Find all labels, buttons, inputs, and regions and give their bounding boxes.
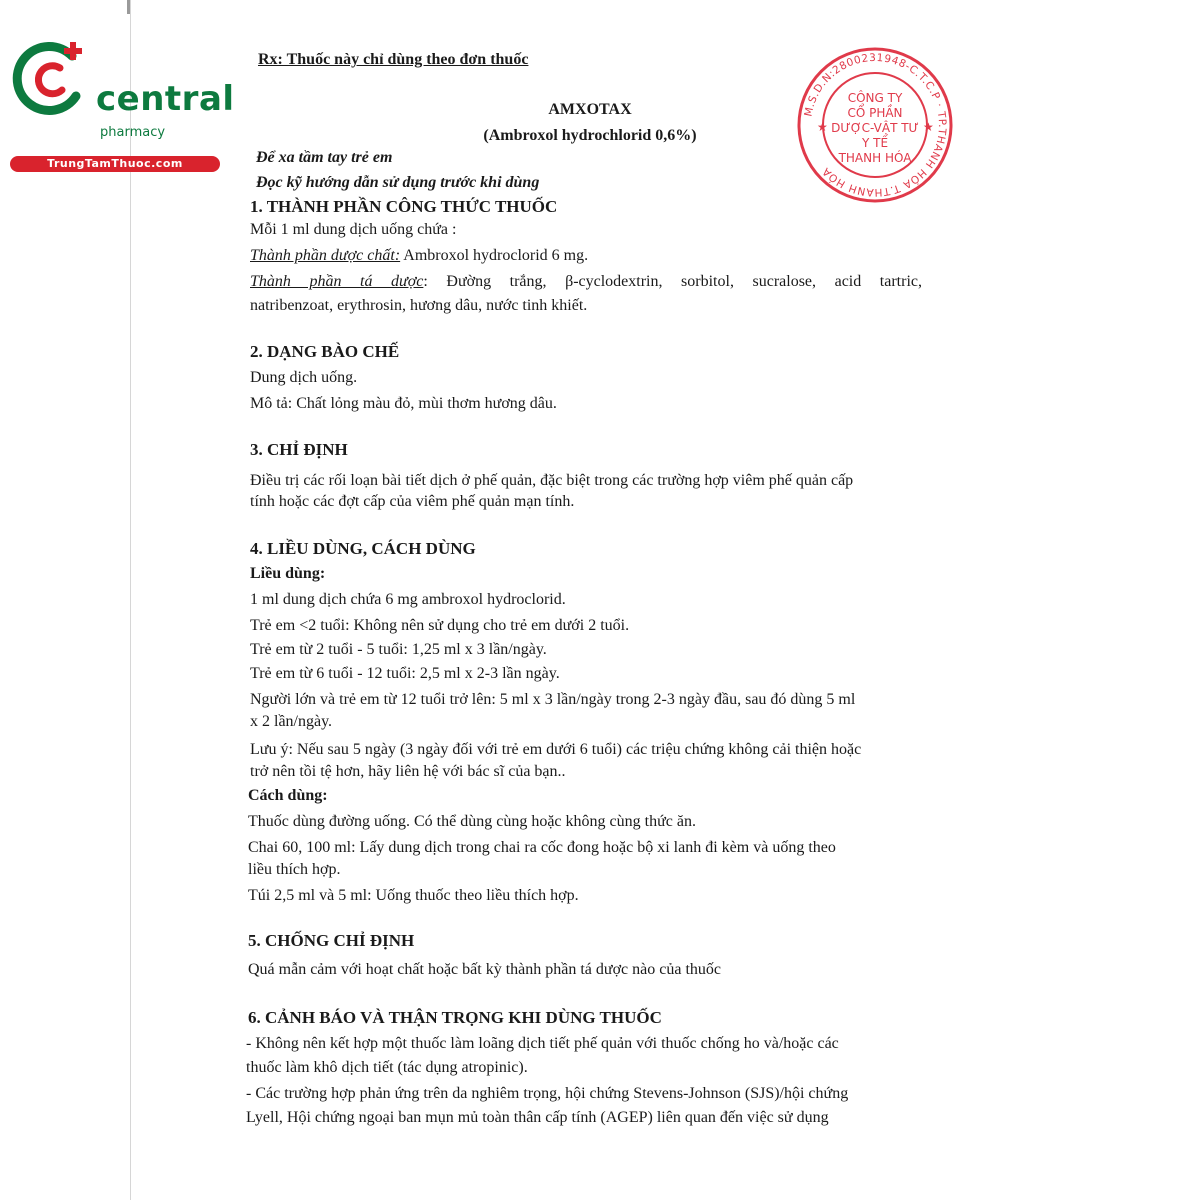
stamp-line-4: Y TẾ xyxy=(861,136,889,150)
product-subtitle: (Ambroxol hydrochlorid 0,6%) xyxy=(483,127,697,144)
page-edge xyxy=(130,0,131,1200)
s1-active xyxy=(250,246,588,266)
logo-name: central xyxy=(96,79,235,119)
s4-note-b: trở nên tồi tệ hơn, hãy liên hệ với bác sĩ của bạn.. xyxy=(250,763,566,780)
s4-use-label: Cách dùng: xyxy=(248,787,328,804)
s4-dose-5b: x 2 lần/ngày. xyxy=(250,713,333,730)
s1-excipients xyxy=(250,272,922,292)
logo-mark-icon xyxy=(10,38,94,122)
s4-dose-1: 1 ml dung dịch chứa 6 mg ambroxol hydroclorid. xyxy=(250,591,566,608)
stamp-line-1: CÔNG TY xyxy=(847,91,903,105)
s4-dose-4: Trẻ em từ 6 tuổi - 12 tuổi: 2,5 ml x 2-3 lần ngày. xyxy=(250,665,560,682)
logo-banner[interactable]: TrungTamThuoc.com xyxy=(10,156,220,172)
s1-excip-value-2: natribenzoat, erythrosin, hương dâu, nước tinh khiết. xyxy=(250,297,588,314)
s1-excip-label: Thành phần tá dược xyxy=(250,273,424,290)
svg-text:★: ★ xyxy=(817,120,828,134)
section-6-heading: 6. CẢNH BÁO VÀ THẬN TRỌNG KHI DÙNG THUỐC xyxy=(248,1008,662,1027)
corner-mark xyxy=(127,0,130,14)
stamp-line-5: THANH HÓA xyxy=(838,151,912,165)
section-2-heading: 2. DẠNG BÀO CHẾ xyxy=(250,342,400,361)
s1-intro: Mỗi 1 ml dung dịch uống chứa : xyxy=(250,221,457,238)
section-3-heading: 3. CHỈ ĐỊNH xyxy=(250,440,348,459)
s5-line-1: Quá mẫn cảm với hoạt chất hoặc bất kỳ thành phần tá dược nào của thuốc xyxy=(248,961,721,978)
central-pharmacy-logo[interactable] xyxy=(10,38,235,170)
s3-line-1: Điều trị các rối loạn bài tiết dịch ở phế quản, đặc biệt trong các trường hợp viêm phế quản cấp xyxy=(250,472,854,489)
svg-text:M.S.D.N:2800231948-C.T.C.P · T: M.S.D.N:2800231948-C.T.C.P · TP.THANH HÓA T.THANH HÓA xyxy=(802,51,949,199)
section-5-heading: 5. CHỐNG CHỈ ĐỊNH xyxy=(248,931,415,950)
s6-line-1a: - Không nên kết hợp một thuốc làm loãng dịch tiết phế quản với thuốc chống ho và/hoặc các xyxy=(246,1035,839,1052)
s4-dose-5a: Người lớn và trẻ em từ 12 tuổi trở lên: 5 ml x 3 lần/ngày trong 2-3 ngày đầu, sau đó dùng 5 ml xyxy=(250,691,856,708)
logo-subtitle: pharmacy xyxy=(100,125,166,140)
section-1-heading: 1. THÀNH PHẦN CÔNG THỨC THUỐC xyxy=(250,197,558,216)
stamp-line-2: CỔ PHẦN xyxy=(847,106,903,120)
s4-use-2a: Chai 60, 100 ml: Lấy dung dịch trong chai ra cốc đong hoặc bộ xi lanh đi kèm và uống theo xyxy=(248,839,836,856)
s4-use-1: Thuốc dùng đường uống. Có thể dùng cùng hoặc không cùng thức ăn. xyxy=(248,813,696,830)
svg-text:★: ★ xyxy=(923,120,934,134)
s4-use-3: Túi 2,5 ml và 5 ml: Uống thuốc theo liều thích hợp. xyxy=(248,887,579,904)
s6-line-2a: - Các trường hợp phản ứng trên da nghiêm trọng, hội chứng Stevens-Johnson (SJS)/hội chứng xyxy=(246,1085,849,1102)
section-4-heading: 4. LIỀU DÙNG, CÁCH DÙNG xyxy=(250,539,476,558)
s6-line-1b: thuốc làm khô dịch tiết (tác dụng atropinic). xyxy=(246,1059,528,1076)
s4-dose-2: Trẻ em <2 tuổi: Không nên sử dụng cho trẻ em dưới 2 tuổi. xyxy=(250,617,630,634)
s1-active-label: Thành phần dược chất: xyxy=(250,247,401,264)
s1-excip-value-1: : Đường trắng, β-cyclodextrin, sorbitol, sucralose, acid tartric, xyxy=(423,273,922,290)
product-title: AMXOTAX xyxy=(548,101,632,118)
warning-read: Đọc kỹ hướng dẫn sử dụng trước khi dùng xyxy=(256,174,540,191)
s4-use-2b: liều thích hợp. xyxy=(248,861,341,878)
s3-line-2: tính hoặc các đợt cấp của viêm phế quản mạn tính. xyxy=(250,493,575,510)
s4-dose-3: Trẻ em từ 2 tuổi - 5 tuổi: 1,25 ml x 3 lần/ngày. xyxy=(250,641,547,658)
warning-children: Để xa tầm tay trẻ em xyxy=(256,149,393,166)
company-stamp xyxy=(795,45,955,205)
s4-note-a: Lưu ý: Nếu sau 5 ngày (3 ngày đối với trẻ em dưới 6 tuổi) các triệu chứng không cải thiện hoặc xyxy=(250,741,862,758)
s2-line-1: Dung dịch uống. xyxy=(250,369,358,386)
stamp-line-3: DƯỢC-VẬT TƯ xyxy=(831,121,919,135)
rx-notice: Rx: Thuốc này chỉ dùng theo đơn thuốc xyxy=(258,51,529,68)
s6-line-2b: Lyell, Hội chứng ngoại ban mụn mủ toàn thân cấp tính (AGEP) liên quan đến việc sử dụng xyxy=(246,1109,829,1126)
s4-dose-label: Liều dùng: xyxy=(250,565,326,582)
s1-active-value: Ambroxol hydroclorid 6 mg. xyxy=(400,247,589,264)
s2-line-2: Mô tả: Chất lỏng màu đỏ, mùi thơm hương dâu. xyxy=(250,395,557,412)
